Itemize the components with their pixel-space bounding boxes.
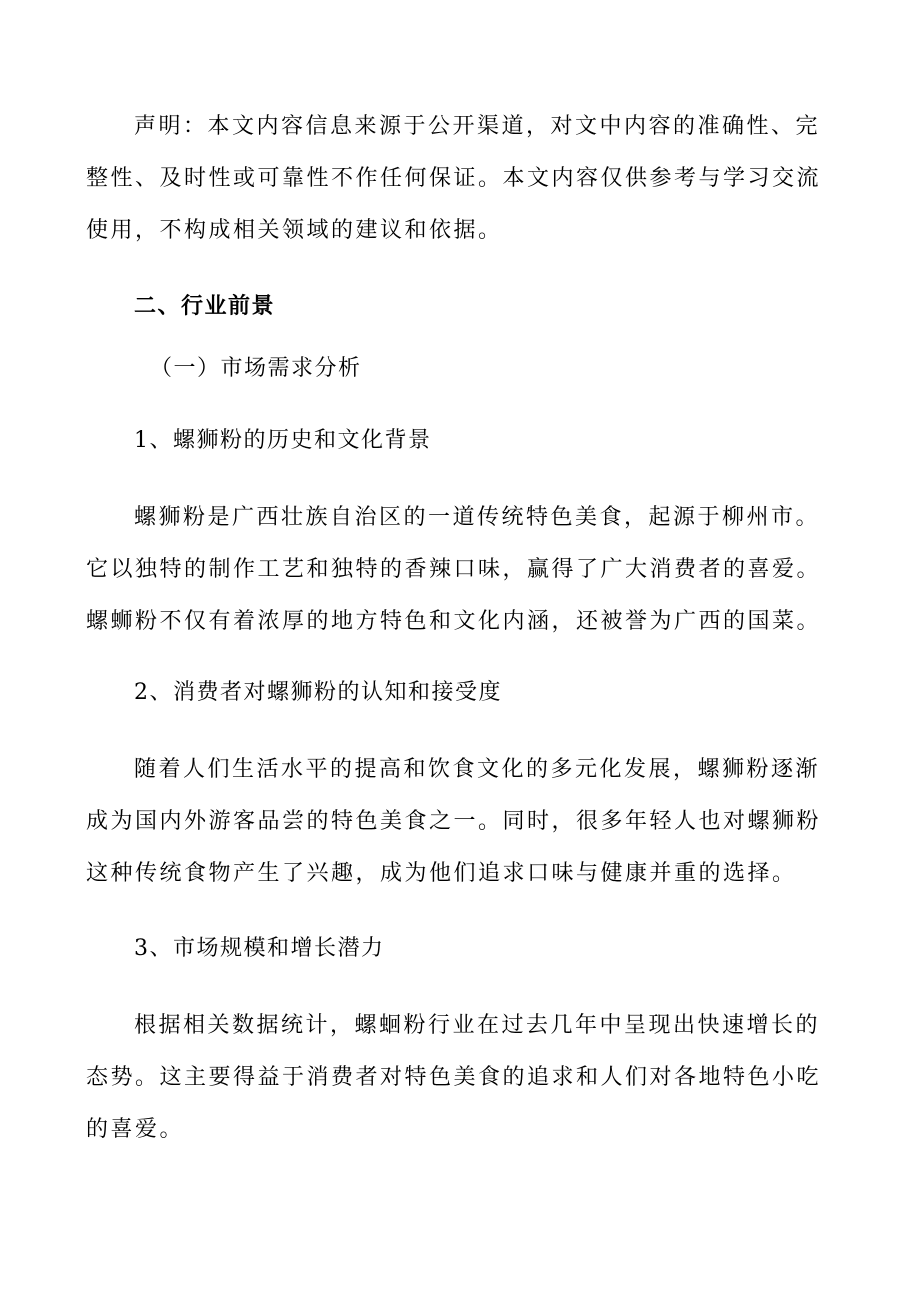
item-body-2: 随着人们生活水平的提高和饮食文化的多元化发展，螺狮粉逐渐成为国内外游客品尝的特色美食之一。同时，很多年轻人也对螺狮粉这种传统食物产生了兴趣，成为他们追求口味与健康并重的选择。 bbox=[86, 757, 822, 886]
item-heading-2: 2、消费者对螺狮粉的认知和接受度 bbox=[134, 680, 502, 705]
subsection-title: （一）市场需求分析 bbox=[150, 356, 362, 381]
item-body-1: 螺狮粉是广西壮族自治区的一道传统特色美食，起源于柳州市。它以独特的制作工艺和独特的香辣口味，赢得了广大消费者的喜爱。螺蛳粉不仅有着浓厚的地方特色和文化内涵，还被誉为广西的国菜。 bbox=[86, 505, 822, 634]
item-heading-1: 1、螺狮粉的历史和文化背景 bbox=[134, 428, 432, 453]
item-body-3: 根据相关数据统计，螺蛔粉行业在过去几年中呈现出快速增长的态势。这主要得益于消费者对特色美食的追求和人们对各地特色小吃的喜爱。 bbox=[86, 1013, 822, 1142]
item-heading-3: 3、市场规模和增长潜力 bbox=[134, 936, 385, 961]
disclaimer-paragraph: 声明：本文内容信息来源于公开渠道，对文中内容的准确性、完整性、及时性或可靠性不作任何保证。本文内容仅供参考与学习交流使用，不构成相关领域的建议和依据。 bbox=[86, 114, 822, 243]
section-title: 二、行业前景 bbox=[134, 293, 276, 319]
